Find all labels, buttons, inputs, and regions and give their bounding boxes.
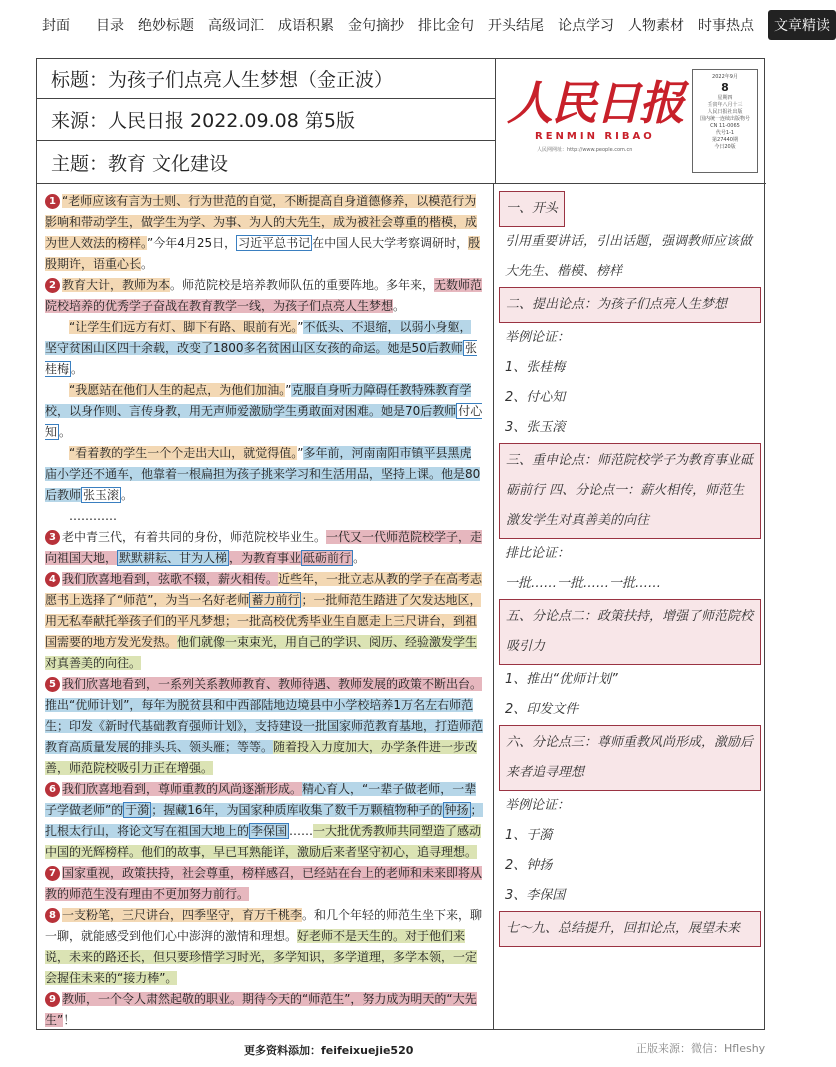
note-restate: 三、重申论点：师范院校学子为教育事业砥砺前行 四、分论点一：薪火相传，师范生激发学生对真善美的向往 (499, 443, 761, 539)
note-sub-point-2: 五、分论点二：政策扶持，增强了师范院校吸引力 (499, 599, 761, 665)
nav-item-people[interactable]: 人物素材 (628, 18, 684, 34)
paragraph-4: “我愿站在他们人生的起点，为他们加油。”克服自身听力障碍任教特殊教育学校，以身作则、言传身教，用无声师爱激励学生勇敢面对困难。她是70后教师 付心知 。 (45, 383, 483, 439)
date-day: 8 (721, 81, 729, 94)
note-thesis: 二、提出论点：为孩子们点亮人生梦想 (499, 287, 761, 323)
note-line: 举例论证： (505, 798, 571, 813)
date-line: 今日20版 (714, 144, 736, 150)
nav-item-idioms[interactable]: 成语积累 (278, 18, 334, 34)
note-line: 排比论证： (505, 546, 571, 561)
paragraph-6: 3 老中青三代，有着共同的身份，师范院校毕业生。一代又一代师范院校学子，走向祖国大地， 默默耕耘、甘为人梯 ，为教育事业 砥砺前行 。 (45, 530, 483, 565)
nav-item-cover[interactable]: 封面 (42, 18, 70, 34)
paragraph-7: 4 我们欣喜地看到，弦歌不辍，薪火相传。近些年，一批立志从教的学子在高考志愿书上选择了“师范”，为当一名好老师 蓄力前行 ；一批师范生踏进了欠发达地区，用无私奉献托举孩子们的平凡梦想；一批高校优秀毕业生自愿走上三尺讲台，到祖国需要的地方发光发热。他们就像一束束光，用自己的学识、阅历、经验激发学生对真善美的向往。 (45, 572, 483, 670)
date-line: 人民日报社出版 (707, 109, 743, 115)
date-line: 国内统一连续出版物号 (699, 116, 750, 122)
worksheet (36, 58, 765, 1030)
note-line: 2、钟扬 (505, 858, 553, 873)
header-divider (495, 59, 496, 183)
nav-item-vocabulary[interactable]: 高级词汇 (208, 18, 264, 34)
note-intro: 一、开头 (499, 191, 565, 227)
date-month: 2022年9月 (712, 74, 738, 80)
analysis-notes (499, 191, 761, 947)
logo-website: 人民网网址：http://www.people.com.cn (537, 147, 633, 153)
note-line: 2、印发文件 (505, 702, 579, 717)
nav-item-quotes[interactable]: 金句摘抄 (348, 18, 404, 34)
nav-item-arguments[interactable]: 论点学习 (558, 18, 614, 34)
paragraph-12: 9 教师，一个令人肃然起敬的职业。期待今天的“师范生”，努力成为明天的“大先生”！ (45, 992, 477, 1027)
date-line: CN 11-0065 (710, 123, 740, 129)
article-title: 标题：为孩子们点亮人生梦想（金正波） (51, 69, 394, 91)
note-line: 1、张桂梅 (505, 360, 566, 375)
note-line: 引用重要讲话，引出话题，强调教师应该做大先生、楷模、榜样 (505, 234, 753, 279)
note-sub-point-3: 六、分论点三：尊师重教风尚形成，激励后来者追寻理想 (499, 725, 761, 791)
note-conclusion: 七～九、总结提升，回扣论点，展望未来 (499, 911, 761, 947)
title-row (37, 59, 495, 99)
article-source: 来源：人民日报 2022.09.08 第5版 (51, 110, 355, 132)
top-nav (0, 8, 830, 42)
logo-chinese: 人民日报 (507, 76, 683, 130)
date-line: 第27440期 (712, 137, 738, 143)
footer-contact: 更多资料添加：feifeixuejie520 (244, 1044, 414, 1057)
paragraph-9: 6 我们欣喜地看到，尊师重教的风尚逐渐形成。精心育人，“一辈子做老师，一辈子学做老师”的 于漪 ；握藏16年，为国家种质库收集了数千万颗植物种子的 钟扬 ；扎根太行山，将论文写在祖国大地上的 李保国 ……一大批优秀教师共同塑造了感动中国的光辉榜样。他们的故事，早已耳熟能详，激励后来者坚守初心，追寻理想。 (45, 782, 483, 859)
note-line: 1、推出“优师计划” (505, 672, 618, 687)
paragraph-11: 8 一支粉笔，三尺讲台，四季坚守，育万千桃李。和几个年轻的师范生坐下来，聊一聊，就能感受到他们心中澎湃的激情和理想。好老师不是天生的。对于他们来说，未来的路还长，但只要珍惜学习时光，多学知识，多学道理，多学本领，一定会握住未来的“接力棒”。 (45, 908, 483, 985)
nav-item-intro-outro[interactable]: 开头结尾 (488, 18, 544, 34)
note-line: 1、于漪 (505, 828, 553, 843)
body-divider (37, 183, 766, 184)
newspaper-logo (507, 67, 687, 167)
paragraph-8: 5 我们欣喜地看到，一系列关系教师教育、教师待遇、教师发展的政策不断出台。推出“优师计划”，每年为脱贫县和中西部陆地边境县中小学校培养1万名左右师范生；印发《新时代基础教育强师计划》，支持建设一批国家师范教育基地，打造师范教育高质量发展的排头兵、领头雁；等等。随着投入力度加大，办学条件进一步改善，师范院校吸引力正在增强。 (45, 677, 484, 775)
nav-item-parallel[interactable]: 排比金句 (418, 18, 474, 34)
source-row (37, 99, 495, 141)
logo-english: RENMIN RIBAO (535, 131, 655, 142)
paragraph-5: “看着教的学生一个个走出大山，就觉得值。”多年前，河南南阳市镇平县黑虎庙小学还不通车，他靠着一根扁担为孩子挑来学习和生活用品，坚持上课。他是80后教师 张玉滚 。 (45, 446, 481, 502)
paragraph-3: “让学生们远方有灯、脚下有路、眼前有光。”不低头、不退缩，以弱小身躯，坚守贫困山区四十余载，改变了1800多名贫困山区女孩的命运。她是50后教师 张桂梅 。 (45, 320, 477, 376)
nav-item-news[interactable]: 时事热点 (698, 18, 754, 34)
nav-item-article-reading[interactable]: 文章精读 (768, 10, 836, 40)
ellipsis-line: ………… (69, 509, 117, 523)
date-line: 代号1-1 (715, 130, 735, 136)
nav-item-contents[interactable]: 目录 (96, 18, 124, 34)
theme-row (37, 141, 495, 183)
article-theme: 主题：教育 文化建设 (51, 152, 229, 175)
note-line: 3、李保国 (505, 888, 566, 903)
note-line: 举例论证： (505, 330, 571, 345)
nav-item-titles[interactable]: 绝妙标题 (138, 18, 194, 34)
column-divider (493, 183, 494, 1029)
date-weekday: 星期四 (717, 95, 733, 101)
footer-source: 正版来源：微信：Hfleshy (636, 1042, 766, 1055)
newspaper-date-box (692, 69, 758, 173)
note-line: 2、付心知 (505, 390, 566, 405)
article-text (45, 191, 483, 1031)
note-line: 3、张玉滚 (505, 420, 566, 435)
date-line: 壬寅年八月十三 (707, 102, 743, 108)
paragraph-1: 1 “老师应该有言为士则、行为世范的自觉，不断提高自身道德修养，以模范行为影响和带动学生，做学生为学、为事、为人的大先生，成为被社会尊重的楷模，成为世人效法的榜样。”今年4月25日， 习近平总书记 在中国人民大学考察调研时，殷殷期许，语重心长。 (45, 194, 481, 271)
paragraph-2: 2 教育大计，教师为本。师范院校是培养教师队伍的重要阵地。多年来，无数师范院校培养的优秀学子奋战在教育教学一线，为孩子们点亮人生梦想。 (45, 278, 483, 313)
paragraph-10: 7 国家重视，政策扶持，社会尊重，榜样感召，已经站在台上的老师和未来即将从教的师范生没有理由不更加努力前行。 (45, 866, 483, 901)
note-line: 一批……一批……一批…… (505, 576, 662, 591)
